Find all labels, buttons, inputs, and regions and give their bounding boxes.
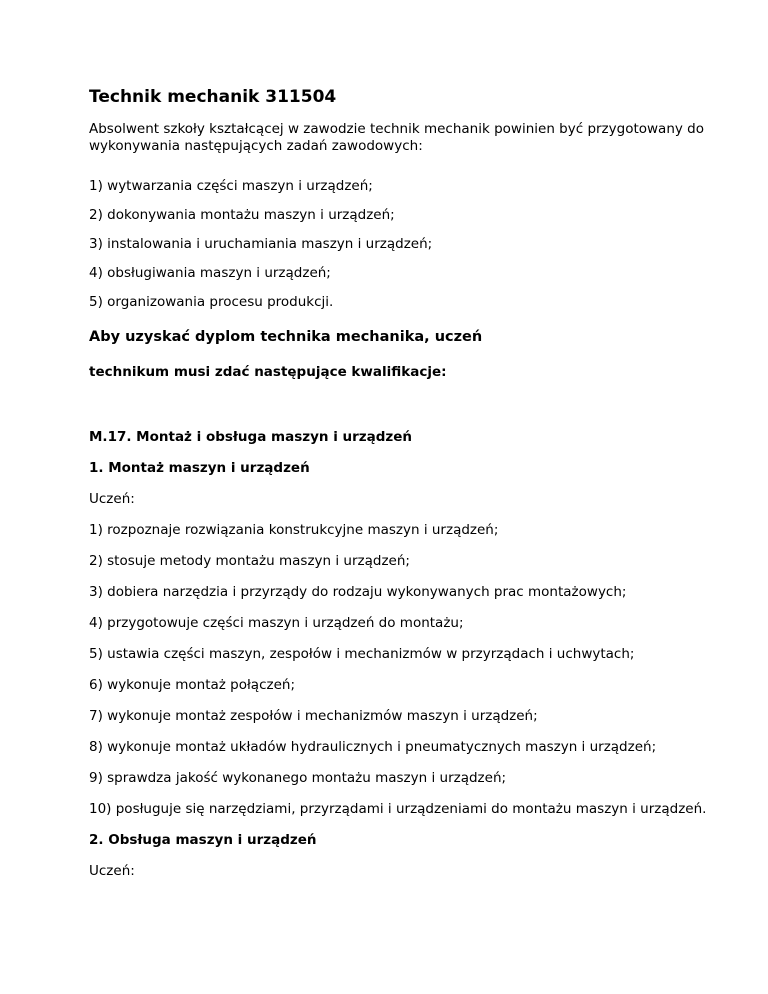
diploma-subheading: technikum musi zdać następujące kwalifikacje:: [89, 364, 447, 380]
qualification-title: M.17. Montaż i obsługa maszyn i urządzeń: [89, 429, 413, 445]
skill-item: 10) posługuje się narzędziami, przyrządami i urządzeniami do montażu maszyn i urządzeń.: [89, 801, 707, 817]
section-2-student-label: Uczeń:: [89, 863, 135, 879]
skill-item: 8) wykonuje montaż układów hydraulicznych i pneumatycznych maszyn i urządzeń;: [89, 739, 657, 755]
skill-item: 4) przygotowuje części maszyn i urządzeń do montażu;: [89, 615, 464, 631]
section-1-title: 1. Montaż maszyn i urządzeń: [89, 460, 310, 476]
task-item: 2) dokonywania montażu maszyn i urządzeń;: [89, 207, 395, 223]
section-2-title: 2. Obsługa maszyn i urządzeń: [89, 832, 317, 848]
intro-line-1: Absolwent szkoły kształcącej w zawodzie technik mechanik powinien być przygotowany do: [89, 121, 704, 137]
skill-item: 7) wykonuje montaż zespołów i mechanizmów maszyn i urządzeń;: [89, 708, 538, 724]
page-title: Technik mechanik 311504: [89, 87, 337, 107]
task-item: 4) obsługiwania maszyn i urządzeń;: [89, 265, 331, 281]
section-1-student-label: Uczeń:: [89, 491, 135, 507]
diploma-heading: Aby uzyskać dyplom technika mechanika, uczeń: [89, 329, 483, 345]
skill-item: 5) ustawia części maszyn, zespołów i mechanizmów w przyrządach i uchwytach;: [89, 646, 635, 662]
skill-item: 2) stosuje metody montażu maszyn i urządzeń;: [89, 553, 410, 569]
intro-line-2: wykonywania następujących zadań zawodowych:: [89, 138, 423, 154]
skill-item: 9) sprawdza jakość wykonanego montażu maszyn i urządzeń;: [89, 770, 507, 786]
task-item: 5) organizowania procesu produkcji.: [89, 294, 334, 310]
task-item: 1) wytwarzania części maszyn i urządzeń;: [89, 178, 373, 194]
skill-item: 3) dobiera narzędzia i przyrządy do rodzaju wykonywanych prac montażowych;: [89, 584, 627, 600]
task-item: 3) instalowania i uruchamiania maszyn i urządzeń;: [89, 236, 433, 252]
skill-item: 6) wykonuje montaż połączeń;: [89, 677, 296, 693]
skill-item: 1) rozpoznaje rozwiązania konstrukcyjne maszyn i urządzeń;: [89, 522, 499, 538]
